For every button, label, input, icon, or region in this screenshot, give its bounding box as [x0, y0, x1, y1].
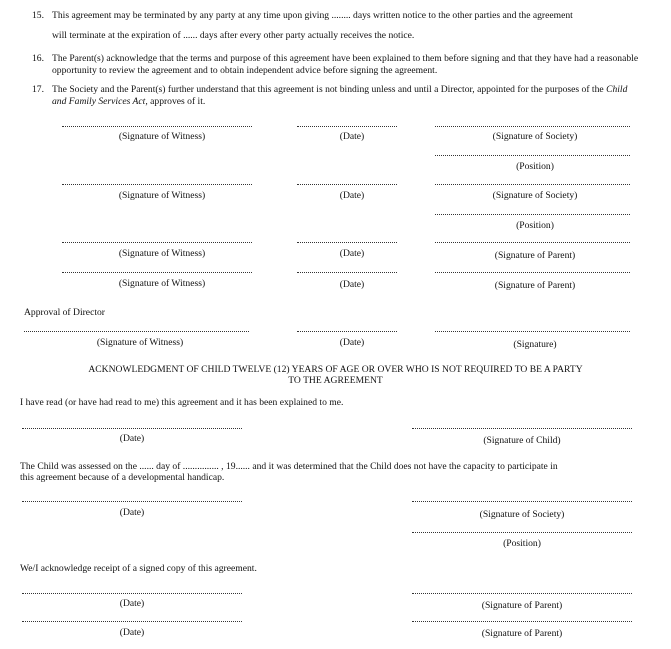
witness-signature-line[interactable]: [62, 272, 252, 273]
date-caption: (Date): [339, 190, 365, 201]
date-caption: (Date): [119, 433, 145, 444]
witness-caption: (Signature of Witness): [96, 337, 184, 348]
date-caption: (Date): [119, 598, 145, 609]
director-signature-line[interactable]: [435, 331, 630, 332]
society-caption: (Signature of Society): [492, 131, 578, 142]
parent-signature-line[interactable]: [412, 621, 632, 622]
witness-signature-line[interactable]: [62, 242, 252, 243]
position-caption: (Position): [516, 161, 554, 172]
clause-number: 16.: [32, 53, 44, 64]
parent-signature-line[interactable]: [435, 242, 630, 243]
clause-15-line-1: This agreement may be terminated by any party at any time upon giving ........ days written notice to the other parties and the agreement: [52, 10, 573, 21]
date-line[interactable]: [297, 184, 397, 185]
date-caption: (Date): [339, 131, 365, 142]
parent-caption: (Signature of Parent): [494, 250, 576, 261]
witness-caption: (Signature of Witness): [118, 190, 206, 201]
witness-caption: (Signature of Witness): [118, 248, 206, 259]
approval-of-director-label: Approval of Director: [24, 307, 105, 318]
assessment-line-1: The Child was assessed on the ...... day of ............... , 19...... and it was determined that the Child does not have the capacity to participate in: [20, 461, 558, 472]
read-statement: I have read (or have had read to me) this agreement and it has been explained to me.: [20, 397, 344, 408]
society-caption: (Signature of Society): [479, 509, 565, 520]
acknowledgment-heading: [0, 364, 671, 386]
date-line[interactable]: [297, 272, 397, 273]
date-caption: (Date): [119, 627, 145, 638]
position-caption: (Position): [516, 220, 554, 231]
clause-17-text-before: The Society and the Parent(s) further understand that this agreement is not binding unless and until a Director, appointed for the purposes of the: [52, 84, 604, 95]
acknowledgment-heading-line-1: ACKNOWLEDGMENT OF CHILD TWELVE (12) YEARS OF AGE OR OVER WHO IS NOT REQUIRED TO BE A PARTY: [88, 364, 583, 375]
parent-caption: (Signature of Parent): [481, 628, 563, 639]
parent-caption: (Signature of Parent): [494, 280, 576, 291]
date-line[interactable]: [297, 331, 397, 332]
parent-caption: (Signature of Parent): [481, 600, 563, 611]
date-caption: (Date): [339, 248, 365, 259]
acknowledgment-heading-line-2: TO THE AGREEMENT: [288, 375, 383, 386]
witness-signature-line[interactable]: [62, 126, 252, 127]
act-name: Child and Family Services Act: [52, 84, 628, 107]
witness-caption: (Signature of Witness): [118, 131, 206, 142]
date-line[interactable]: [22, 428, 242, 429]
date-caption: (Date): [339, 279, 365, 290]
clause-number: 17.: [32, 84, 44, 95]
date-line[interactable]: [22, 501, 242, 502]
child-signature-line[interactable]: [412, 428, 632, 429]
date-line[interactable]: [297, 126, 397, 127]
signature-caption: (Signature): [513, 339, 557, 350]
witness-signature-line[interactable]: [62, 184, 252, 185]
clause-number: 15.: [32, 10, 44, 21]
clause-15-line-2: will terminate at the expiration of ...... days after every other party actually receives the notice.: [52, 30, 415, 41]
clause-16-text: The Parent(s) acknowledge that the terms and purpose of this agreement have been explained to them before signing and that they have had a reasonable opportunity to review the agreement and to obtain independent advice before signing the agreement.: [52, 53, 639, 76]
date-caption: (Date): [119, 507, 145, 518]
date-line[interactable]: [297, 242, 397, 243]
witness-caption: (Signature of Witness): [118, 278, 206, 289]
date-caption: (Date): [339, 337, 365, 348]
clause-17-text: [52, 84, 642, 108]
position-line[interactable]: [435, 155, 630, 156]
date-line[interactable]: [22, 593, 242, 594]
society-caption: (Signature of Society): [492, 190, 578, 201]
position-line[interactable]: [435, 214, 630, 215]
witness-signature-line[interactable]: [24, 331, 249, 332]
position-caption: (Position): [503, 538, 541, 549]
society-signature-line[interactable]: [435, 126, 630, 127]
child-caption: (Signature of Child): [483, 435, 561, 446]
assessment-line-2: this agreement because of a developmental handicap.: [20, 472, 225, 483]
parent-signature-line[interactable]: [435, 272, 630, 273]
clause-17-text-after: , approves of it.: [145, 96, 206, 107]
receipt-statement: We/I acknowledge receipt of a signed copy of this agreement.: [20, 563, 257, 574]
date-line[interactable]: [22, 621, 242, 622]
society-signature-line[interactable]: [435, 184, 630, 185]
parent-signature-line[interactable]: [412, 593, 632, 594]
position-line[interactable]: [412, 532, 632, 533]
society-signature-line[interactable]: [412, 501, 632, 502]
